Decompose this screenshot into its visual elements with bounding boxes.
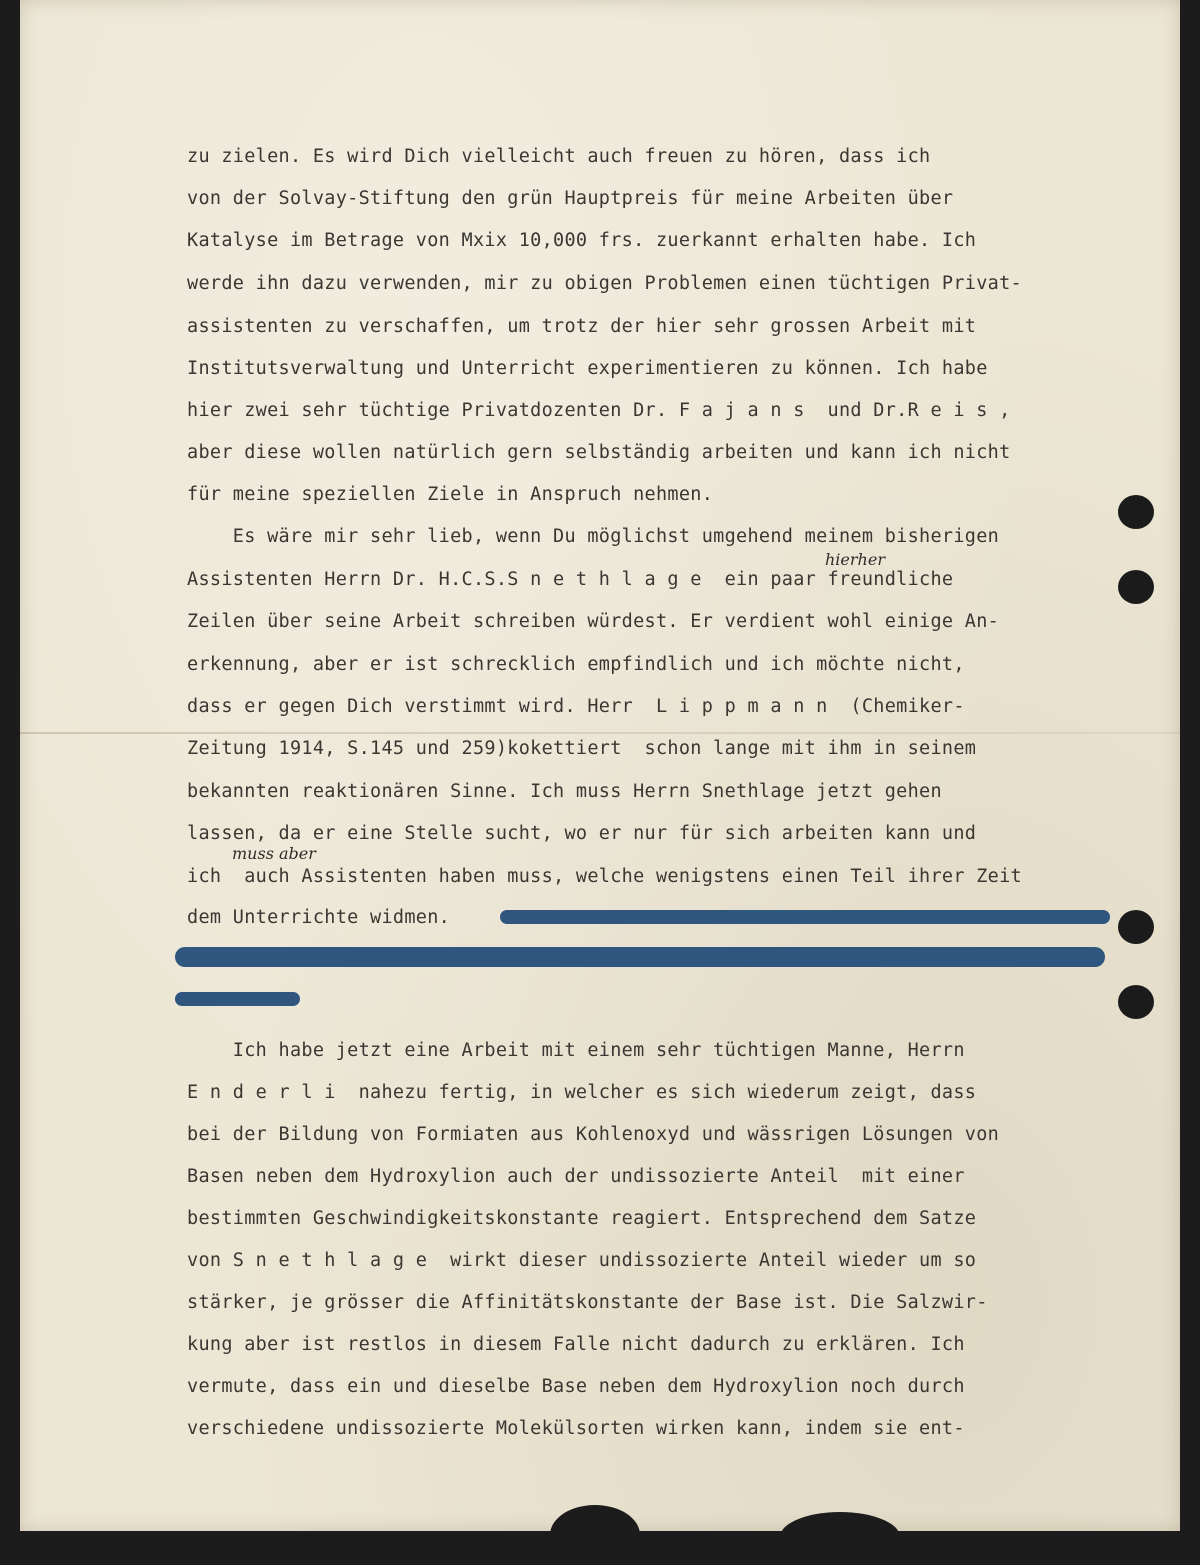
text-line: zu zielen. Es wird Dich vielleicht auch freuen zu hören, dass ich [187, 146, 931, 167]
text-line: lassen, da er eine Stelle sucht, wo er nur für sich arbeiten kann und [187, 823, 977, 844]
text-line: ich auch Assistenten haben muss, welche wenigstens einen Teil ihrer Zeit [187, 866, 1022, 887]
ink-strikeout [175, 947, 1105, 967]
ink-strikeout [500, 910, 1110, 924]
handwritten-annotation: hierher [825, 550, 885, 569]
text-line: Institutsverwaltung und Unterricht experimentieren zu können. Ich habe [187, 358, 988, 379]
text-line: Zeilen über seine Arbeit schreiben würdest. Er verdient wohl einige An- [187, 611, 1000, 632]
text-line: kung aber ist restlos in diesem Falle nicht dadurch zu erklären. Ich [187, 1334, 965, 1355]
text-line: hier zwei sehr tüchtige Privatdozenten Dr. F a j a n s und Dr.R e i s , [187, 400, 1011, 421]
text-line: erkennung, aber er ist schrecklich empfindlich und ich möchte nicht, [187, 654, 965, 675]
text-line: aber diese wollen natürlich gern selbständig arbeiten und kann ich nicht [187, 442, 1011, 463]
torn-edge [550, 1505, 640, 1565]
text-line: bei der Bildung von Formiaten aus Kohlenoxyd und wässrigen Lösungen von [187, 1124, 1000, 1145]
text-line: dass er gegen Dich verstimmt wird. Herr L i p p m a n n (Chemiker- [187, 696, 965, 717]
text-line: von der Solvay-Stiftung den grün Hauptpreis für meine Arbeiten über [187, 188, 954, 209]
text-line: bestimmten Geschwindigkeitskonstante reagiert. Entsprechend dem Satze [187, 1208, 977, 1229]
text-line: Katalyse im Betrage von Mxix 10,000 frs. zuerkannt erhalten habe. Ich [187, 230, 977, 251]
ink-strikeout [175, 992, 300, 1006]
punch-hole [1118, 495, 1154, 529]
text-line: Assistenten Herrn Dr. H.C.S.S n e t h l a g e ein paar freundliche [187, 569, 954, 590]
punch-hole [1118, 985, 1154, 1019]
text-line: Basen neben dem Hydroxylion auch der undissozierte Anteil mit einer [187, 1166, 965, 1187]
text-line: Ich habe jetzt eine Arbeit mit einem sehr tüchtigen Manne, Herrn [187, 1040, 965, 1061]
text-line: für meine speziellen Ziele in Anspruch nehmen. [187, 484, 714, 505]
text-line: stärker, je grösser die Affinitätskonstante der Base ist. Die Salzwir- [187, 1292, 988, 1313]
text-line: assistenten zu verschaffen, um trotz der hier sehr grossen Arbeit mit [187, 316, 977, 337]
text-line: verschiedene undissozierte Molekülsorten wirken kann, indem sie ent- [187, 1418, 965, 1439]
text-line: werde ihn dazu verwenden, mir zu obigen Problemen einen tüchtigen Privat- [187, 273, 1022, 294]
text-line: bekannten reaktionären Sinne. Ich muss Herrn Snethlage jetzt gehen [187, 781, 942, 802]
punch-hole [1118, 570, 1154, 604]
text-line: Zeitung 1914, S.145 und 259)kokettiert schon lange mit ihm in seinem [187, 738, 977, 759]
text-line: vermute, dass ein und dieselbe Base neben dem Hydroxylion noch durch [187, 1376, 965, 1397]
handwritten-annotation: muss aber [232, 844, 316, 863]
punch-hole [1118, 910, 1154, 944]
text-line: Es wäre mir sehr lieb, wenn Du möglichst umgehend meinem bisherigen [187, 526, 1000, 547]
text-line: dem Unterrichte widmen. [187, 907, 451, 928]
text-line: von S n e t h l a g e wirkt dieser undissozierte Anteil wieder um so [187, 1250, 977, 1271]
fold-crease [20, 732, 1180, 734]
torn-edge [780, 1512, 900, 1562]
text-line: E n d e r l i nahezu fertig, in welcher es sich wiederum zeigt, dass [187, 1082, 977, 1103]
